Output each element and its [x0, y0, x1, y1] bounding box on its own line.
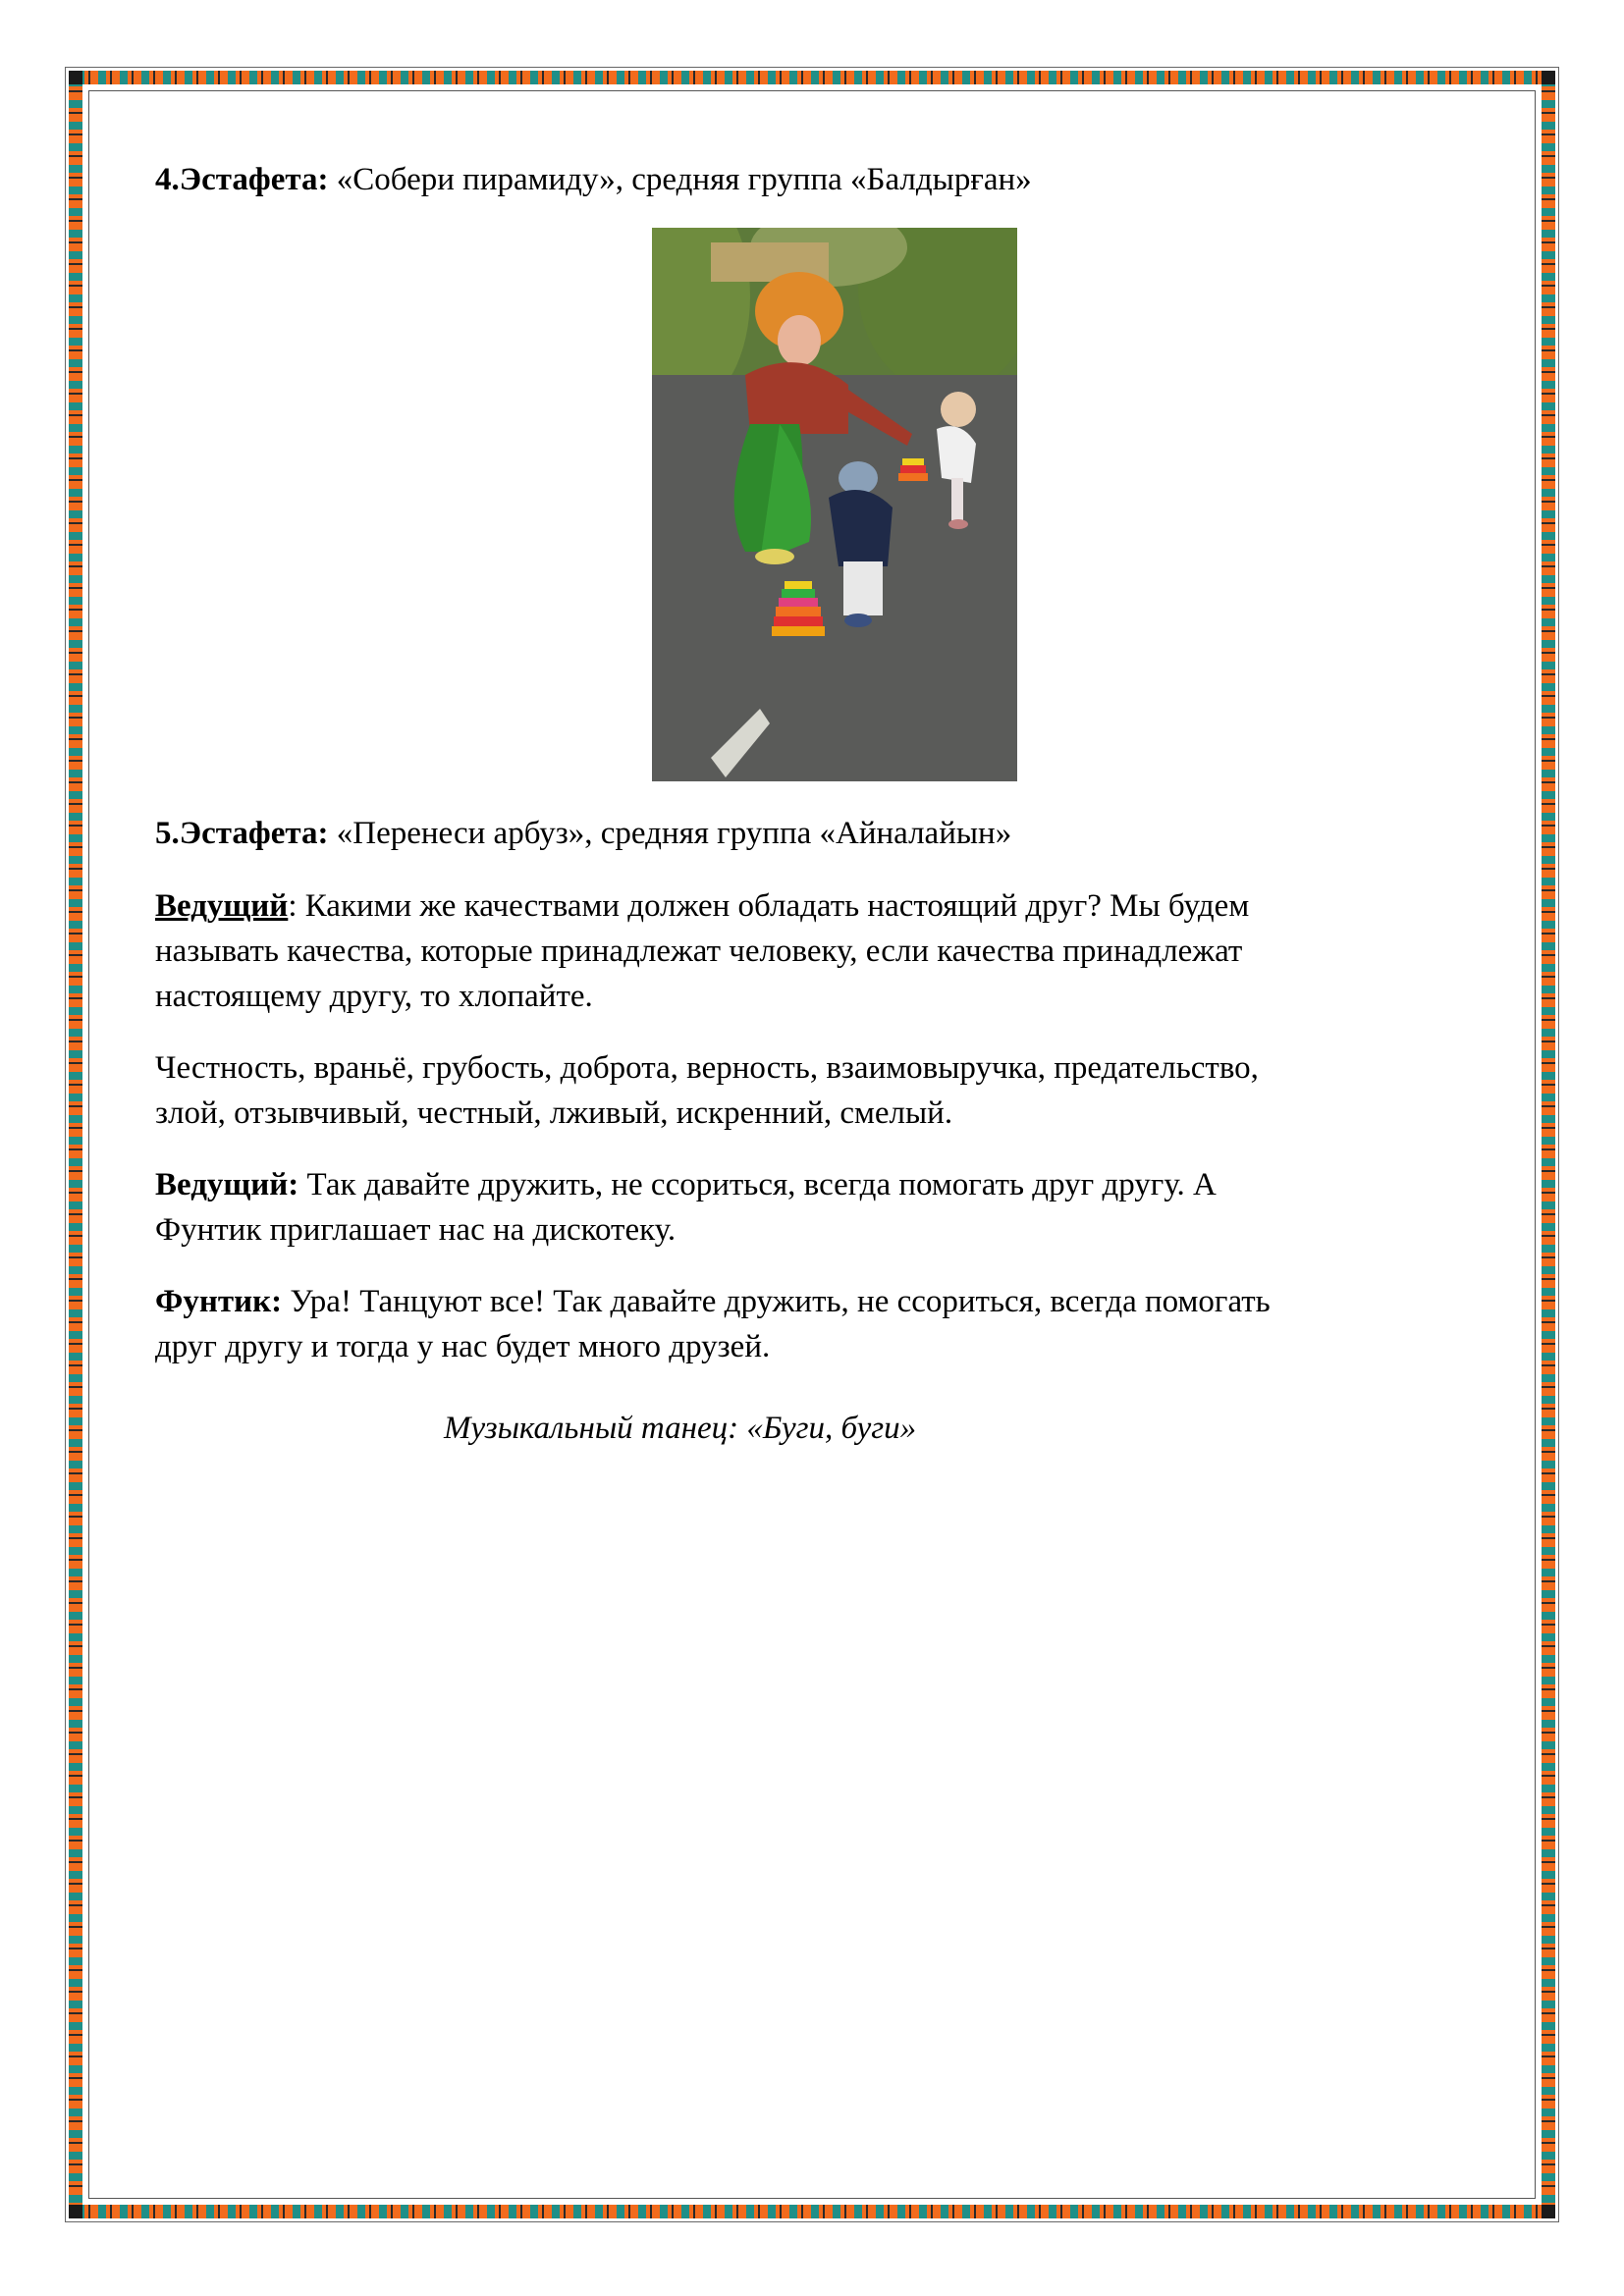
- page-border-right: [1542, 71, 1555, 2218]
- host-paragraph-2-first-line: [155, 1162, 1217, 1207]
- host-paragraph-1-line1: : Какими же качествами должен обладать настоящий друг? Мы будем: [288, 888, 1250, 924]
- relay5-number: 5.Эстафета:: [155, 816, 329, 851]
- page-border-top: [69, 71, 1555, 84]
- photo-children-pyramid-game: [652, 228, 1017, 781]
- funtik-first-line: [155, 1279, 1271, 1324]
- border-corner: [1542, 71, 1555, 84]
- qualities-paragraph: [155, 1045, 1259, 1136]
- dance-caption: Музыкальный танец: «Буги, буги»: [444, 1411, 917, 1446]
- relay4-number: 4.Эстафета:: [155, 162, 329, 197]
- border-corner: [69, 2205, 82, 2218]
- funtik-line2: друг другу и тогда у нас будет много друзей.: [155, 1329, 771, 1364]
- host-speaker-label-2: Ведущий:: [155, 1167, 299, 1202]
- relay4-text: «Собери пирамиду», средняя группа «Балдырған»: [328, 162, 1032, 197]
- host-paragraph-1-line: [155, 883, 1249, 929]
- relay5-heading: [155, 811, 1011, 856]
- host-paragraph-1: [155, 883, 1249, 1019]
- relay5-text: «Перенеси арбуз», средняя группа «Айналайын»: [328, 816, 1012, 851]
- host-paragraph-2-line2: Фунтик приглашает нас на дискотеку.: [155, 1212, 677, 1248]
- page-border-left: [69, 71, 82, 2218]
- funtik-speaker-label: Фунтик:: [155, 1284, 283, 1319]
- host-paragraph-1-line2: называть качества, которые принадлежат человеку, если качества принадлежат: [155, 934, 1243, 969]
- host-paragraph-2-line1: Так давайте дружить, не ссориться, всегда помогать друг другу. А: [298, 1167, 1217, 1202]
- host-paragraph-2: [155, 1162, 1217, 1253]
- funtik-paragraph: [155, 1279, 1271, 1369]
- border-corner: [1542, 2205, 1555, 2218]
- host-paragraph-1-line3: настоящему другу, то хлопайте.: [155, 979, 593, 1014]
- qualities-line1: Честность, враньё, грубость, доброта, верность, взаимовыручка, предательство,: [155, 1050, 1259, 1086]
- qualities-line2: злой, отзывчивый, честный, лживый, искренний, смелый.: [155, 1095, 953, 1131]
- border-corner: [69, 71, 82, 84]
- host-speaker-label: Ведущий: [155, 888, 289, 924]
- page-border-bottom: [69, 2205, 1555, 2218]
- relay4-heading: [155, 157, 1032, 202]
- funtik-line1: Ура! Танцуют все! Так давайте дружить, не ссориться, всегда помогать: [282, 1284, 1271, 1319]
